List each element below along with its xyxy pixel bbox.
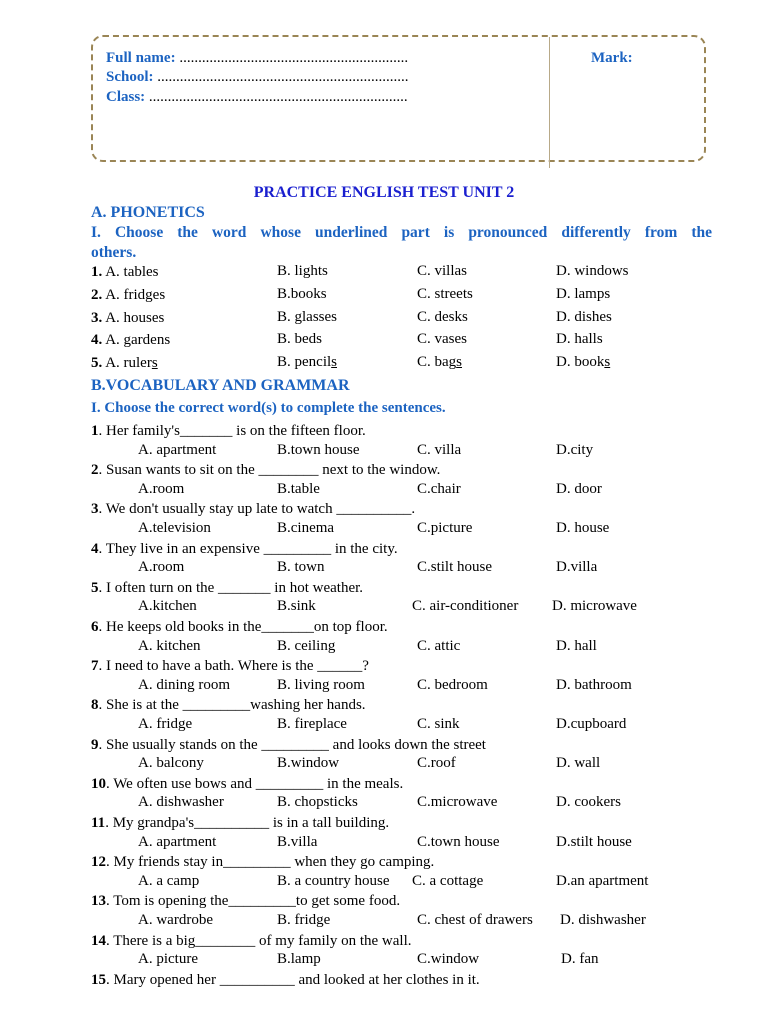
vocab-question-3: 3. We don't usually stay up late to watch __________.	[91, 501, 416, 518]
option-b[interactable]: B.books	[277, 286, 327, 302]
option-a[interactable]: A. tables	[105, 264, 159, 280]
option-a[interactable]: A. fridge	[138, 716, 193, 732]
option-a[interactable]: A. wardrobe	[138, 912, 213, 928]
phonetics-q2: 2. A. fridges	[91, 287, 166, 303]
school-line	[106, 69, 409, 86]
option-b[interactable]: B.lamp	[277, 951, 321, 968]
option-b[interactable]: B.window	[277, 755, 340, 772]
option-a[interactable]: A. rulers	[105, 355, 158, 371]
option-d[interactable]: D. fan	[561, 951, 599, 968]
vocab-question-5: 5. I often turn on the _______ in hot weather.	[91, 579, 364, 596]
option-d[interactable]: D. wall	[556, 755, 601, 772]
option-c[interactable]: C.stilt house	[417, 559, 493, 576]
option-a[interactable]: A.television	[138, 520, 211, 536]
vocab-question-15: 15. Mary opened her __________ and looked at her clothes in it.	[91, 971, 480, 988]
option-d[interactable]: D. dishwasher	[560, 912, 646, 928]
phonetics-instruction-line-2: others.	[91, 244, 137, 261]
option-d[interactable]: D.stilt house	[556, 833, 632, 850]
option-c[interactable]: C. chest of drawers	[417, 912, 533, 928]
option-b[interactable]: B.sink	[277, 598, 316, 615]
option-d[interactable]: D. door	[556, 480, 602, 497]
full-name-label: Full name:	[106, 50, 176, 66]
vocab-question-2: 2. Susan wants to sit on the ________ next to the window.	[91, 462, 441, 479]
option-a[interactable]: A. fridges	[105, 287, 166, 303]
phonetics-q5: 5. A. rulers	[91, 355, 158, 371]
option-b[interactable]: B. living room	[277, 676, 365, 693]
option-b[interactable]: B. glasses	[277, 309, 337, 325]
option-b[interactable]: B. town	[277, 559, 325, 576]
option-d[interactable]: D.cupboard	[556, 716, 627, 732]
phonetics-q1: 1. A. tables	[91, 264, 159, 280]
phonetics-q3: 3. A. houses	[91, 310, 165, 326]
option-d[interactable]: D.an apartment	[556, 872, 649, 889]
option-b[interactable]: B. a country house	[277, 872, 390, 889]
option-d[interactable]: D. lamps	[556, 286, 611, 302]
option-a[interactable]: A. gardens	[105, 332, 171, 348]
option-a[interactable]: A.room	[138, 559, 185, 576]
option-a[interactable]: A.kitchen	[138, 598, 197, 615]
option-c[interactable]: C. villa	[417, 441, 462, 458]
class-line	[106, 89, 408, 106]
option-a[interactable]: A.room	[138, 480, 185, 497]
option-c[interactable]: C. streets	[417, 286, 473, 302]
vocab-question-8: 8. She is at the _________washing her hands.	[91, 697, 366, 714]
vocab-question-12: 12. My friends stay in_________ when they go camping.	[91, 854, 435, 871]
option-c[interactable]: C.roof	[417, 755, 456, 772]
student-info-box	[91, 35, 706, 162]
class-label: Class:	[106, 89, 146, 105]
phonetics-q4: 4. A. gardens	[91, 332, 171, 348]
school-label: School:	[106, 69, 154, 85]
option-d[interactable]: D. cookers	[556, 794, 621, 811]
option-d[interactable]: D. halls	[556, 331, 603, 347]
option-d[interactable]: D.city	[556, 441, 594, 458]
option-d[interactable]: D. hall	[556, 637, 597, 654]
option-d[interactable]: D. windows	[556, 263, 629, 279]
full-name-field[interactable]: .............................................................	[175, 50, 409, 66]
option-c[interactable]: C. sink	[417, 716, 460, 732]
vocab-question-1: 1. Her family's_______ is on the fifteen floor.	[91, 423, 366, 439]
vocab-question-14: 14. There is a big________ of my family on the wall.	[91, 932, 412, 949]
option-a[interactable]: A. dishwasher	[138, 794, 224, 811]
option-b[interactable]: B. beds	[277, 331, 322, 347]
option-a[interactable]: A. picture	[138, 951, 198, 968]
option-c[interactable]: C. attic	[417, 637, 461, 654]
option-c[interactable]: C. vases	[417, 331, 467, 347]
option-c[interactable]: C. a cottage	[412, 872, 484, 889]
option-b[interactable]: B. pencils	[277, 354, 337, 370]
option-a[interactable]: A. dining room	[138, 676, 231, 693]
option-b[interactable]: B. chopsticks	[277, 794, 358, 811]
option-d[interactable]: D. house	[556, 520, 610, 536]
option-c[interactable]: C.chair	[417, 480, 461, 497]
page-title: PRACTICE ENGLISH TEST UNIT 2	[253, 184, 515, 201]
option-a[interactable]: A. a camp	[138, 872, 200, 889]
vocab-question-9: 9. She usually stands on the _________ and looks down the street	[91, 736, 486, 753]
option-a[interactable]: A. balcony	[138, 755, 204, 772]
vocab-question-11: 11. My grandpa's__________ is in a tall building.	[91, 815, 390, 831]
option-b[interactable]: B.cinema	[277, 520, 335, 536]
option-d[interactable]: D. microwave	[552, 598, 637, 615]
phonetics-instruction-line-1: I. Choose the word whose underlined part is pronounced differently from the	[91, 224, 712, 241]
option-b[interactable]: B.town house	[277, 441, 360, 458]
section-b-heading: B.VOCABULARY AND GRAMMAR	[91, 377, 350, 394]
school-field[interactable]: ...................................................................	[153, 69, 409, 85]
header-divider	[549, 37, 550, 168]
vocab-question-10: 10. We often use bows and _________ in the meals.	[91, 775, 404, 792]
vocab-question-7: 7. I need to have a bath. Where is the ______?	[91, 658, 369, 675]
option-b[interactable]: B. fireplace	[277, 716, 347, 732]
option-c[interactable]: C.picture	[417, 520, 473, 536]
option-c[interactable]: C.window	[417, 951, 480, 968]
vocab-instruction: I. Choose the correct word(s) to complete the sentences.	[91, 400, 446, 416]
section-a-heading: A. PHONETICS	[91, 204, 205, 221]
option-b[interactable]: B. ceiling	[277, 637, 336, 654]
option-d[interactable]: D. bathroom	[556, 676, 632, 693]
option-c[interactable]: C. bedroom	[417, 676, 488, 693]
option-a[interactable]: A. houses	[105, 310, 165, 326]
mark-label: Mark:	[591, 50, 633, 66]
option-a[interactable]: A. kitchen	[138, 637, 201, 654]
option-d[interactable]: D. dishes	[556, 309, 612, 325]
option-a[interactable]: A. apartment	[138, 441, 217, 458]
option-d[interactable]: D.villa	[556, 559, 598, 576]
option-a[interactable]: A. apartment	[138, 833, 217, 850]
vocab-question-6: 6. He keeps old books in the_______on top floor.	[91, 619, 388, 635]
option-c[interactable]: C.town house	[417, 833, 500, 850]
full-name-line	[106, 50, 408, 67]
vocab-question-13: 13. Tom is opening the_________to get some food.	[91, 893, 401, 910]
option-b[interactable]: B. lights	[277, 263, 328, 279]
option-c[interactable]: C. bags	[417, 354, 463, 370]
option-c[interactable]: C. air-conditioner	[412, 598, 519, 615]
vocab-question-4: 4. They live in an expensive _________ in the city.	[91, 540, 398, 557]
class-field[interactable]: .....................................................................	[145, 89, 408, 105]
option-d[interactable]: D. books	[556, 354, 611, 370]
option-b[interactable]: B.villa	[277, 833, 318, 850]
option-c[interactable]: C. desks	[417, 309, 468, 325]
option-b[interactable]: B. fridge	[277, 912, 331, 928]
option-c[interactable]: C. villas	[417, 263, 468, 279]
option-c[interactable]: C.microwave	[417, 794, 498, 811]
option-b[interactable]: B.table	[277, 480, 320, 497]
